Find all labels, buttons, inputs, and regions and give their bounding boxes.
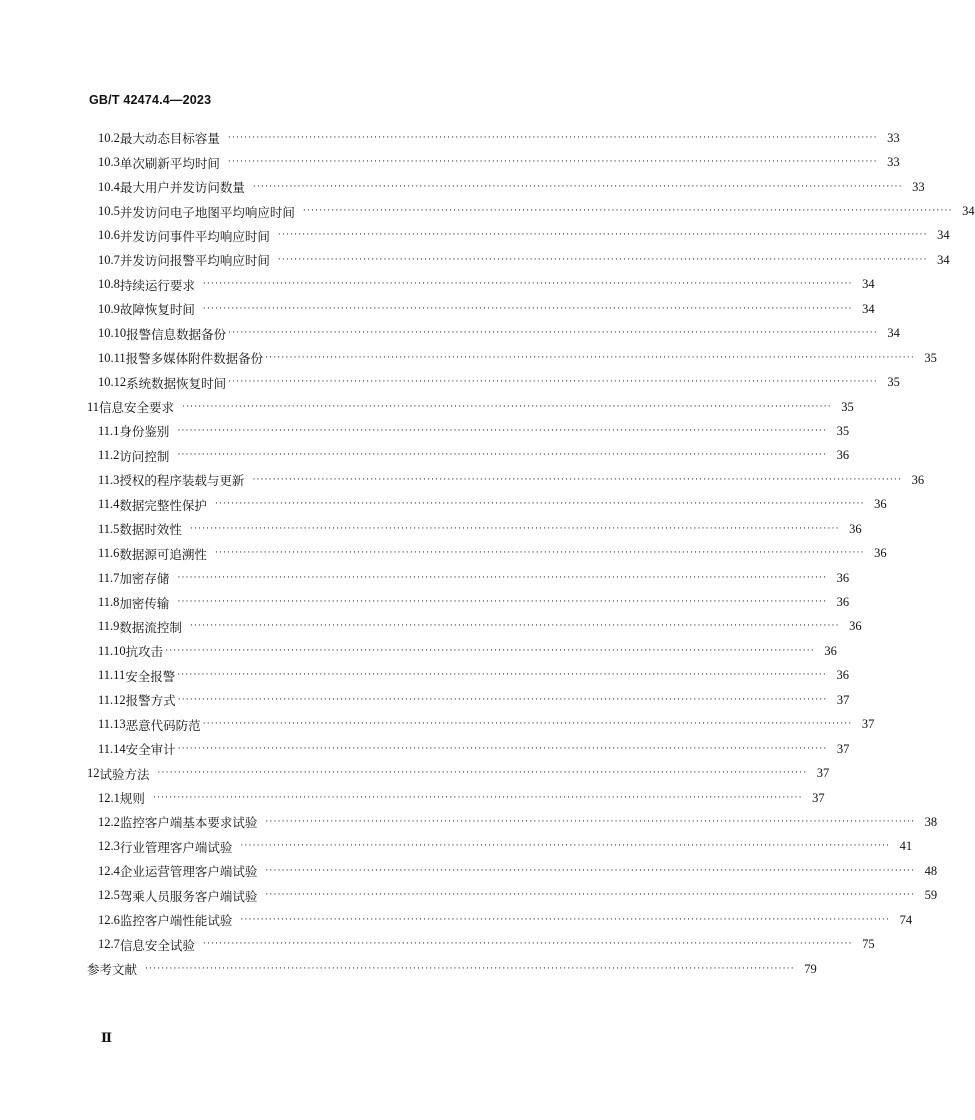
toc-entry[interactable] bbox=[87, 126, 900, 150]
toc-entry[interactable] bbox=[87, 835, 913, 859]
toc-leader-dots: ································································································································································ bbox=[265, 890, 916, 901]
toc-entry-page: 34 bbox=[962, 204, 975, 219]
toc-entry[interactable] bbox=[87, 566, 850, 590]
toc-entry-title: 规则 bbox=[119, 791, 145, 807]
toc-entry-page: 35 bbox=[887, 375, 900, 390]
toc-entry-title: 数据时效性 bbox=[119, 522, 182, 538]
toc-entry-page: 34 bbox=[862, 277, 875, 292]
toc-entry-title: 企业运营管理客户端试验 bbox=[119, 864, 258, 880]
toc-entry[interactable] bbox=[87, 615, 862, 639]
toc-leader-dots: ································································································································································ bbox=[265, 816, 916, 827]
toc-entry-title: 加密存储 bbox=[119, 571, 170, 587]
toc-entry-title: 报警方式 bbox=[125, 693, 176, 709]
toc-entry-page: 38 bbox=[924, 814, 938, 829]
toc-entry-title: 安全报警 bbox=[125, 668, 176, 684]
toc-entry-number: 10.3 bbox=[98, 155, 120, 170]
toc-leader-dots: ································································································································································ bbox=[202, 279, 853, 290]
toc-leader-dots: ································································································································································ bbox=[277, 254, 928, 265]
toc-entry-title: 数据流控制 bbox=[119, 619, 182, 635]
toc-entry[interactable] bbox=[87, 419, 850, 443]
toc-entry-title: 抗攻击 bbox=[125, 644, 164, 660]
toc-entry-title: 报警信息数据备份 bbox=[126, 326, 227, 342]
toc-entry-number: 11 bbox=[87, 399, 100, 414]
toc-entry-number: 11.8 bbox=[98, 595, 120, 610]
toc-entry-page: 35 bbox=[836, 423, 850, 438]
table-of-contents bbox=[87, 126, 975, 981]
toc-leader-dots: ································································································································································ bbox=[227, 157, 878, 168]
toc-entry-title: 最大用户并发访问数量 bbox=[119, 180, 245, 196]
toc-entry-page: 48 bbox=[924, 863, 938, 878]
toc-entry-title: 数据完整性保护 bbox=[119, 497, 207, 513]
toc-entry-page: 79 bbox=[804, 961, 817, 976]
toc-entry-title: 故障恢复时间 bbox=[119, 302, 195, 318]
toc-entry-page: 36 bbox=[849, 521, 862, 536]
toc-entry-number: 11.4 bbox=[98, 497, 120, 512]
toc-leader-dots: ································································································································································ bbox=[302, 206, 953, 217]
toc-entry-number: 12.7 bbox=[98, 937, 120, 952]
toc-entry-number: 12.6 bbox=[98, 912, 120, 927]
toc-leader-dots: ································································································································································ bbox=[228, 328, 878, 339]
toc-entry[interactable] bbox=[87, 199, 975, 223]
toc-entry-page: 37 bbox=[816, 766, 830, 781]
toc-entry-number: 11.2 bbox=[98, 448, 120, 463]
toc-entry-title: 身份鉴别 bbox=[119, 424, 170, 440]
toc-entry-title: 系统数据恢复时间 bbox=[126, 375, 227, 391]
toc-leader-dots: ································································································································································ bbox=[152, 792, 803, 803]
toc-entry-page: 59 bbox=[924, 888, 938, 903]
toc-entry[interactable] bbox=[87, 761, 830, 785]
toc-entry-number: 10.4 bbox=[98, 179, 120, 194]
toc-entry-title: 授权的程序装载与更新 bbox=[119, 473, 245, 489]
toc-entry[interactable] bbox=[87, 932, 875, 956]
toc-leader-dots: ································································································································································ bbox=[177, 694, 828, 705]
toc-entry-title: 并发访问电子地图平均响应时间 bbox=[119, 204, 295, 220]
toc-entry-page: 34 bbox=[937, 228, 950, 243]
toc-entry-page: 37 bbox=[836, 692, 850, 707]
toc-entry-page: 75 bbox=[862, 937, 875, 952]
toc-entry[interactable] bbox=[87, 957, 817, 981]
toc-entry-page: 34 bbox=[937, 252, 950, 267]
toc-leader-dots: ································································································································································ bbox=[157, 768, 808, 779]
toc-entry-number: 11.3 bbox=[98, 472, 120, 487]
toc-entry-number: 12.3 bbox=[98, 839, 120, 854]
toc-entry-page: 37 bbox=[836, 741, 850, 756]
toc-entry-page: 36 bbox=[836, 668, 849, 683]
toc-entry-title: 安全审计 bbox=[125, 742, 176, 758]
toc-leader-dots: ································································································································································ bbox=[177, 743, 828, 754]
toc-entry-title: 并发访问事件平均响应时间 bbox=[119, 228, 270, 244]
toc-leader-dots: ································································································································································ bbox=[177, 572, 828, 583]
toc-entry-page: 37 bbox=[861, 717, 875, 732]
toc-entry[interactable] bbox=[87, 590, 850, 614]
toc-leader-dots: ································································································································································ bbox=[182, 401, 832, 412]
toc-leader-dots: ································································································································································ bbox=[177, 425, 828, 436]
toc-entry[interactable] bbox=[87, 297, 875, 321]
toc-entry-number: 11.11 bbox=[98, 668, 126, 683]
toc-leader-dots: ································································································································································ bbox=[265, 865, 916, 876]
toc-leader-dots: ································································································································································ bbox=[177, 450, 828, 461]
toc-entry[interactable] bbox=[87, 859, 938, 883]
toc-entry[interactable] bbox=[87, 884, 938, 908]
toc-entry-title: 数据源可追溯性 bbox=[119, 546, 207, 562]
toc-entry-title: 报警多媒体附件数据备份 bbox=[125, 351, 264, 367]
toc-entry-number: 12.5 bbox=[98, 888, 120, 903]
toc-leader-dots: ································································································································································ bbox=[189, 621, 840, 632]
toc-entry[interactable] bbox=[87, 688, 850, 712]
toc-leader-dots: ································································································································································ bbox=[214, 499, 865, 510]
toc-leader-dots: ································································································································································ bbox=[277, 230, 928, 241]
toc-entry[interactable] bbox=[87, 444, 850, 468]
toc-entry[interactable] bbox=[87, 517, 862, 541]
toc-entry-title: 持续运行要求 bbox=[119, 277, 195, 293]
toc-leader-dots: ································································································································································ bbox=[165, 645, 815, 656]
toc-entry-page: 35 bbox=[841, 399, 854, 414]
toc-entry-page: 36 bbox=[911, 472, 925, 487]
toc-entry-number: 11.5 bbox=[98, 521, 120, 536]
toc-entry-page: 36 bbox=[874, 497, 887, 512]
toc-entry[interactable] bbox=[87, 737, 850, 761]
toc-entry-number: 10.11 bbox=[98, 350, 126, 365]
toc-entry-title: 访问控制 bbox=[119, 448, 170, 464]
toc-entry[interactable] bbox=[87, 150, 900, 174]
toc-leader-dots: ································································································································································ bbox=[177, 670, 827, 681]
toc-leader-dots: ································································································································································ bbox=[202, 303, 853, 314]
toc-entry-number: 11.13 bbox=[98, 717, 126, 732]
toc-entry[interactable] bbox=[87, 908, 913, 932]
toc-entry-title: 最大动态目标容量 bbox=[119, 131, 220, 147]
toc-entry-number: 11.9 bbox=[98, 619, 120, 634]
toc-entry-page: 36 bbox=[836, 595, 850, 610]
toc-entry-number: 11.14 bbox=[98, 741, 126, 756]
toc-entry[interactable] bbox=[87, 395, 854, 419]
toc-entry[interactable] bbox=[87, 224, 950, 248]
page-number: Ⅱ bbox=[101, 1030, 112, 1045]
toc-entry-title: 单次刷新平均时间 bbox=[119, 155, 220, 171]
toc-entry[interactable] bbox=[87, 468, 925, 492]
toc-entry-page: 36 bbox=[874, 546, 887, 561]
toc-leader-dots: ································································································································································ bbox=[252, 181, 903, 192]
toc-entry-title: 监控客户端性能试验 bbox=[119, 913, 233, 929]
toc-entry-title: 参考文献 bbox=[87, 962, 138, 978]
toc-entry-page: 35 bbox=[924, 350, 937, 365]
toc-entry-number: 10.5 bbox=[98, 204, 120, 219]
toc-entry-title: 信息安全要求 bbox=[99, 400, 175, 416]
toc-entry[interactable] bbox=[87, 346, 937, 370]
toc-entry-number: 11.7 bbox=[98, 570, 120, 585]
toc-entry[interactable] bbox=[87, 493, 887, 517]
toc-entry-title: 监控客户端基本要求试验 bbox=[119, 815, 258, 831]
toc-leader-dots: ································································································································································ bbox=[240, 914, 891, 925]
toc-leader-dots: ································································································································································ bbox=[145, 963, 795, 974]
toc-entry-title: 试验方法 bbox=[99, 766, 150, 782]
toc-leader-dots: ································································································································································ bbox=[265, 352, 915, 363]
toc-entry-page: 34 bbox=[862, 301, 875, 316]
toc-entry-page: 36 bbox=[836, 448, 850, 463]
toc-entry-title: 恶意代码防范 bbox=[125, 717, 201, 733]
toc-leader-dots: ································································································································································ bbox=[214, 548, 865, 559]
toc-entry[interactable] bbox=[87, 248, 950, 272]
toc-entry[interactable] bbox=[87, 322, 900, 346]
toc-leader-dots: ································································································································································ bbox=[202, 719, 853, 730]
toc-entry-title: 加密传输 bbox=[119, 595, 170, 611]
toc-entry[interactable] bbox=[87, 639, 837, 663]
toc-entry-page: 41 bbox=[899, 839, 913, 854]
toc-entry-title: 行业管理客户端试验 bbox=[119, 839, 233, 855]
toc-entry-number: 10.9 bbox=[98, 301, 120, 316]
toc-entry[interactable] bbox=[87, 810, 938, 834]
toc-entry-page: 37 bbox=[812, 790, 825, 805]
toc-entry-number: 12.1 bbox=[98, 790, 120, 805]
document-code: GB/T 42474.4—2023 bbox=[89, 93, 212, 107]
toc-entry[interactable] bbox=[87, 273, 875, 297]
toc-entry-page: 74 bbox=[899, 912, 913, 927]
toc-entry-title: 并发访问报警平均响应时间 bbox=[119, 253, 270, 269]
toc-entry-page: 36 bbox=[849, 619, 862, 634]
toc-entry-page: 36 bbox=[836, 570, 850, 585]
toc-entry-page: 33 bbox=[912, 179, 925, 194]
toc-entry-number: 12.2 bbox=[98, 814, 120, 829]
toc-leader-dots: ································································································································································ bbox=[202, 939, 853, 950]
toc-entry-number: 11.6 bbox=[98, 546, 120, 561]
toc-entry-number: 10.7 bbox=[98, 252, 120, 267]
toc-entry[interactable] bbox=[87, 541, 887, 565]
toc-leader-dots: ································································································································································ bbox=[227, 132, 878, 143]
toc-entry-number: 10.8 bbox=[98, 277, 120, 292]
toc-entry[interactable] bbox=[87, 786, 825, 810]
toc-entry[interactable] bbox=[87, 664, 849, 688]
toc-entry-number: 10.12 bbox=[98, 375, 127, 390]
toc-entry-number: 12 bbox=[87, 766, 100, 781]
toc-entry-number: 12.4 bbox=[98, 863, 120, 878]
toc-entry-page: 36 bbox=[824, 643, 837, 658]
toc-entry-page: 33 bbox=[887, 130, 900, 145]
toc-leader-dots: ································································································································································ bbox=[240, 841, 891, 852]
toc-entry-number: 11.10 bbox=[98, 643, 126, 658]
toc-entry-number: 11.12 bbox=[98, 692, 126, 707]
toc-entry[interactable] bbox=[87, 713, 875, 737]
toc-entry-number: 10.10 bbox=[98, 326, 127, 341]
toc-leader-dots: ································································································································································ bbox=[177, 597, 828, 608]
toc-entry-number: 11.1 bbox=[98, 423, 120, 438]
toc-leader-dots: ································································································································································ bbox=[228, 377, 878, 388]
toc-entry[interactable] bbox=[87, 370, 900, 394]
toc-entry-page: 33 bbox=[887, 155, 900, 170]
toc-entry-page: 34 bbox=[887, 326, 900, 341]
toc-entry-title: 驾乘人员服务客户端试验 bbox=[119, 888, 258, 904]
toc-leader-dots: ································································································································································ bbox=[189, 523, 840, 534]
toc-entry-title: 信息安全试验 bbox=[119, 937, 195, 953]
toc-entry[interactable] bbox=[87, 175, 925, 199]
toc-leader-dots: ································································································································································ bbox=[252, 474, 903, 485]
toc-entry-number: 10.2 bbox=[98, 130, 120, 145]
toc-entry-number: 10.6 bbox=[98, 228, 120, 243]
